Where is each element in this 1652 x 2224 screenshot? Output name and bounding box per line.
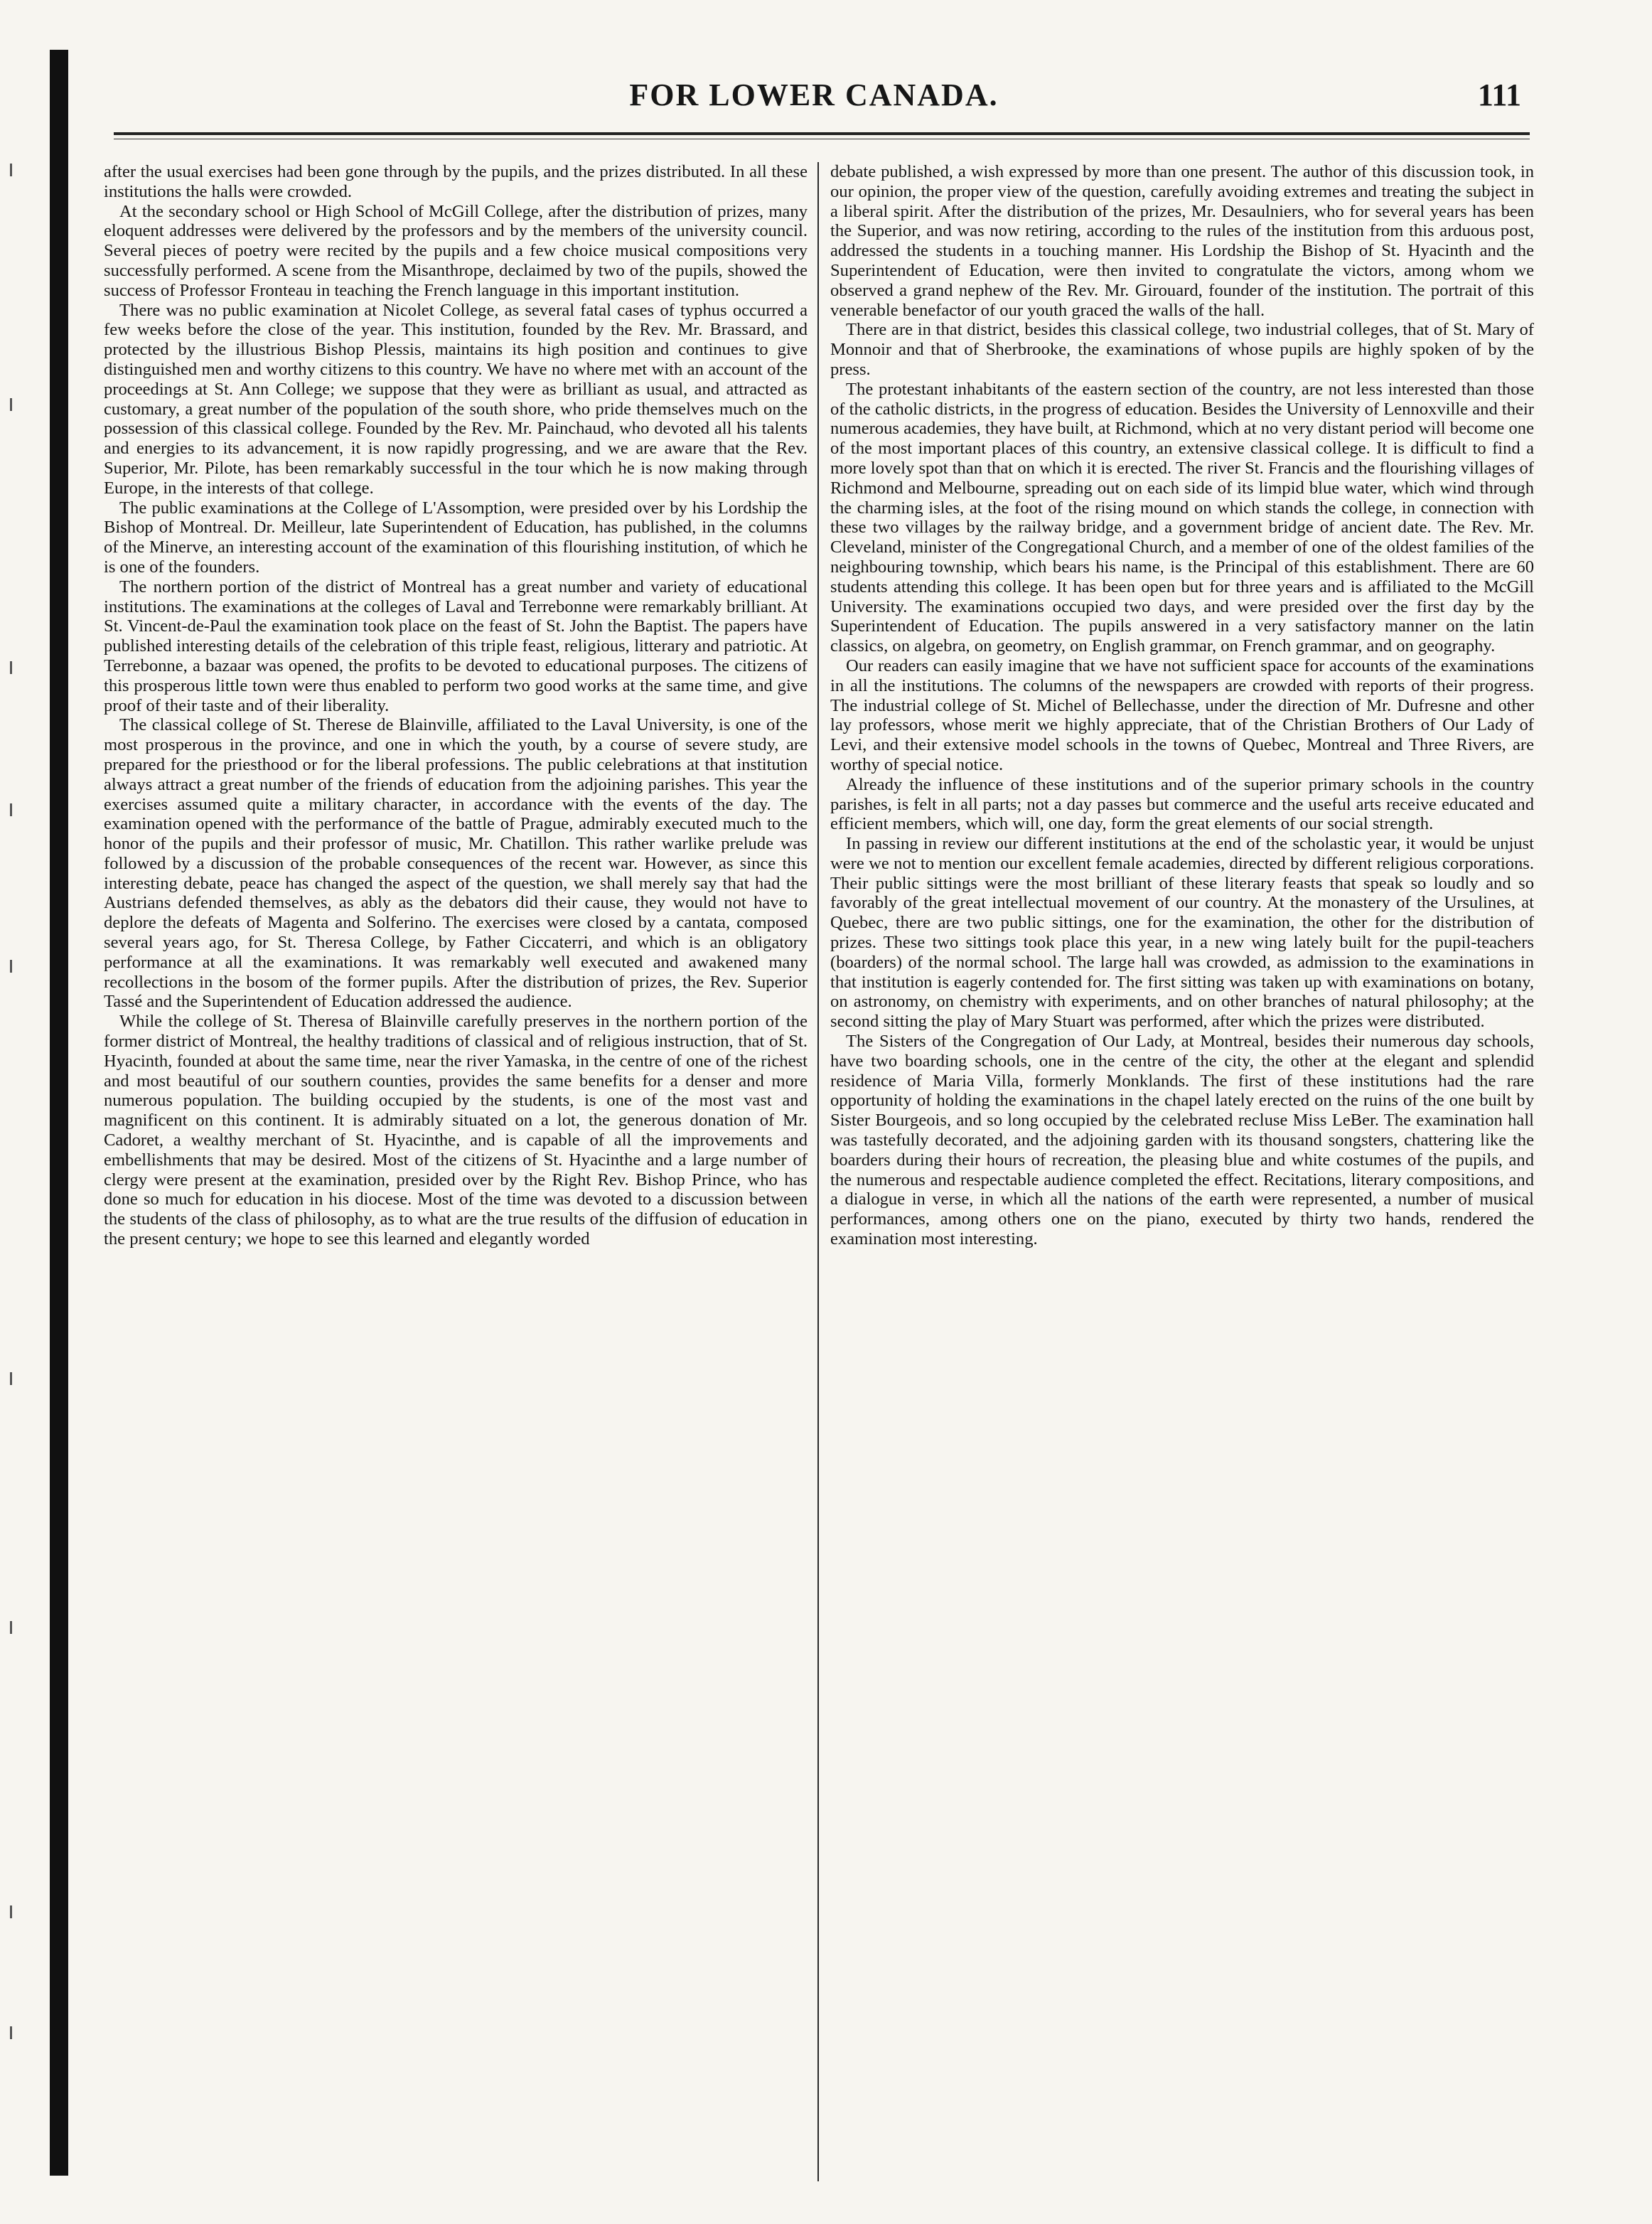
paragraph: In passing in review our different institutions at the end of the scholastic year, it would be unjust were we not to mention our excellent female academies, directed by different religious corporations. Their public sittings were the most brilliant of these literary feasts that speak so loudly and so favorably of the great intellectual movement of our country. At the monastery of the Ursulines, at Quebec, there are two public sittings, one for the examination, the other for the distribution of prizes. These two sittings took place this year, in a new wing lately built for the pupil-teachers (boarders) of the normal school. The large hall was crowded, as admission to the examinations in that institution is eagerly contended for. The first sitting was taken up with examinations on botany, on astronomy, on chemistry with experiments, and on other branches of natural philosophy; at the second sitting the play of Mary Stuart was performed, after which the prizes were distributed.: [830, 834, 1534, 1032]
paragraph: The classical college of St. Therese de Blainville, affiliated to the Laval University, is one of the most prosperous in the province, and one in which the youth, by a course of severe study, are prepared for the priesthood or for the liberal professions. The public celebrations at that institution always attract a great number of the friends of education from the adjoining parishes. This year the exercises assumed quite a military character, in accordance with the events of the day. The examination opened with the performance of the battle of Prague, admirably executed much to the honor of the pupils and their professor of music, Mr. Chatillon. This rather warlike prelude was followed by a discussion of the probable consequences of the recent war. However, as since this interesting debate, peace has changed the aspect of the question, we shall merely say that had the Austrians defended themselves, as ably as the debators did their cause, they would not have to deplore the defeats of Magenta and Solferino. The exercises were closed by a cantata, composed several years ago, for St. Theresa College, by Father Ciccaterri, and which is an obligatory performance at all the examinations. It was remarkably well executed and awakened many recollections in the bosom of the former pupils. After the distribution of prizes, the Rev. Superior Tassé and the Superintendent of Education addressed the audience.: [104, 715, 808, 1012]
right-column: [830, 162, 1534, 2181]
paragraph: The Sisters of the Congregation of Our Lady, at Montreal, besides their numerous day schools, have two boarding schools, one in the centre of the city, the other at the elegant and splendid residence of Maria Villa, formerly Monklands. The first of these institutions had the rare opportunity of holding the examinations in the chapel lately erected on the ruins of the one built by Sister Bourgeois, and so long occupied by the celebrated recluse Miss LeBer. The examination hall was tastefully decorated, and the adjoining garden with its thousand songsters, chattering like the boarders during their hours of recreation, the pleasing blue and white costumes of the pupils, and the numerous and respectable audience completed the effect. Recitations, literary compositions, and a dialogue in verse, in which all the nations of the earth were represented, a number of musical performances, among others one on the piano, executed by thirty two hands, rendered the examination most interesting.: [830, 1032, 1534, 1249]
page-number: 111: [1477, 77, 1521, 112]
paragraph: Our readers can easily imagine that we have not sufficient space for accounts of the examinations in all the institutions. The columns of the newspapers are crowded with reports of their progress. The industrial college of St. Michel of Bellechasse, under the direction of Mr. Dufresne and other lay professors, whose merit we highly appreciate, that of the Christian Brothers of Our Lady of Levi, and their extensive model schools in the towns of Quebec, Montreal and Three Rivers, are worthy of special notice.: [830, 656, 1534, 774]
left-column: [104, 162, 808, 2181]
paragraph: Already the influence of these institutions and of the superior primary schools in the country parishes, is felt in all parts; not a day passes but commerce and the useful arts receive educated and efficient members, which will, one day, form the great elements of our social strength.: [830, 774, 1534, 834]
text-columns: [104, 162, 1534, 2181]
binding-edge: [50, 50, 68, 2176]
paragraph: The protestant inhabitants of the eastern section of the country, are not less interested than those of the catholic districts, in the progress of education. Besides the University of Lennoxville and their numerous academies, they have built, at Richmond, which at no very distant period will become one of the most important places of this country, an extensive classical college. It is difficult to find a more lovely spot than that on which it is erected. The river St. Francis and the flourishing villages of Richmond and Melbourne, spreading out on each side of its limpid blue water, which wind through the charming isles, at the foot of the rising mound on which stands the college, in connection with these two villages by the railway bridge, and a government bridge of ancient date. The Rev. Mr. Cleveland, minister of the Congregational Church, and a member of one of the oldest families of the neighbouring township, which bears his name, is the Principal of this establishment. There are 60 students attending this college. It has been open but for three years and is affiliated to the McGill University. The examinations occupied two days, and were presided over the first day by the Superintendent of Education. The pupils answered in a very satisfactory manner on the latin classics, on algebra, on geometry, on English grammar, on French grammar, and on geography.: [830, 379, 1534, 656]
margin-marks: [6, 164, 20, 2083]
paragraph: The northern portion of the district of Montreal has a great number and variety of educational institutions. The examinations at the colleges of Laval and Terrebonne were remarkably brilliant. At St. Vincent-de-Paul the examination took place on the feast of St. John the Baptist. The papers have published interesting details of the celebration of this triple feast, religious, litterary and patriotic. At Terrebonne, a bazaar was opened, the profits to be devoted to educational purposes. The citizens of this prosperous little town were thus enabled to perform two good works at the same time, and give proof of their taste and of their liberality.: [104, 577, 808, 715]
page-header: [100, 77, 1528, 119]
column-divider: [817, 162, 819, 2181]
paragraph: While the college of St. Theresa of Blainville carefully preserves in the northern portion of the former district of Montreal, the healthy traditions of classical and of religious instruction, that of St. Hyacinth, founded at about the same time, near the river Yamaska, in the centre of one of the richest and most beautiful of our southern counties, provides the same benefits for a denser and more numerous population. The building occupied by the students, is one of the most vast and magnificent on this continent. It is admirably situated on a lot, the generous donation of Mr. Cadoret, a wealthy merchant of St. Hyacinthe, and is capable of all the improvements and embellishments that may be desired. Most of the citizens of St. Hyacinthe and a large number of clergy were present at the examination, presided over by the Right Rev. Bishop Prince, who has done so much for education in his diocese. Most of the time was devoted to a discussion between the students of the class of philosophy, as to what are the true results of the diffusion of education in the present century; we hope to see this learned and elegantly worded: [104, 1012, 808, 1249]
paragraph: There was no public examination at Nicolet College, as several fatal cases of typhus occurred a few weeks before the close of the year. This institution, founded by the Rev. Mr. Brassard, and protected by the illustrious Bishop Plessis, maintains its high position and continues to give distinguished men and worthy citizens to this country. We have no where met with an account of the proceedings at St. Ann College; we suppose that they were as brilliant as usual, and attracted as customary, a great number of the population of the south shore, who pride themselves much on the possession of this classical college. Founded by the Rev. Mr. Painchaud, who devoted all his talents and energies to its advancement, it is now rapidly progressing, and we are aware that the Rev. Superior, Mr. Pilote, has been remarkably successful in the tour which he is now making through Europe, in the interests of that college.: [104, 300, 808, 498]
header-rule: [114, 132, 1530, 139]
paragraph: debate published, a wish expressed by more than one present. The author of this discussion took, in our opinion, the proper view of the question, carefully avoiding extremes and treating the subject in a liberal spirit. After the distribution of the prizes, Mr. Desaulniers, who for several years has been the Superior, and was now retiring, according to the rules of the institution from this arduous post, addressed the students in a touching manner. His Lordship the Bishop of St. Hyacinth and the Superintendent of Education, were then invited to congratulate the victors, among whom we observed a grand nephew of the Rev. Mr. Girouard, founder of the institution. The portrait of this venerable benefactor of our youth graced the walls of the hall.: [830, 162, 1534, 320]
paragraph: The public examinations at the College of L'Assomption, were presided over by his Lordship the Bishop of Montreal. Dr. Meilleur, late Superintendent of Education, has published, in the columns of the Minerve, an interesting account of the examination of this flourishing institution, of which he is one of the founders.: [104, 498, 808, 577]
paragraph: At the secondary school or High School of McGill College, after the distribution of prizes, many eloquent addresses were delivered by the professors and by the members of the university council. Several pieces of poetry were recited by the pupils and a few choice musical compositions very successfully performed. A scene from the Misanthrope, declaimed by two of the pupils, showed the success of Professor Fronteau in teaching the French language in this important institution.: [104, 201, 808, 300]
paragraph: There are in that district, besides this classical college, two industrial colleges, that of St. Mary of Monnoir and that of Sherbrooke, the examinations of whose pupils are highly spoken of by the press.: [830, 320, 1534, 379]
paragraph: after the usual exercises had been gone through by the pupils, and the prizes distributed. In all these institutions the halls were crowded.: [104, 162, 808, 201]
running-head: FOR LOWER CANADA.: [629, 77, 999, 112]
